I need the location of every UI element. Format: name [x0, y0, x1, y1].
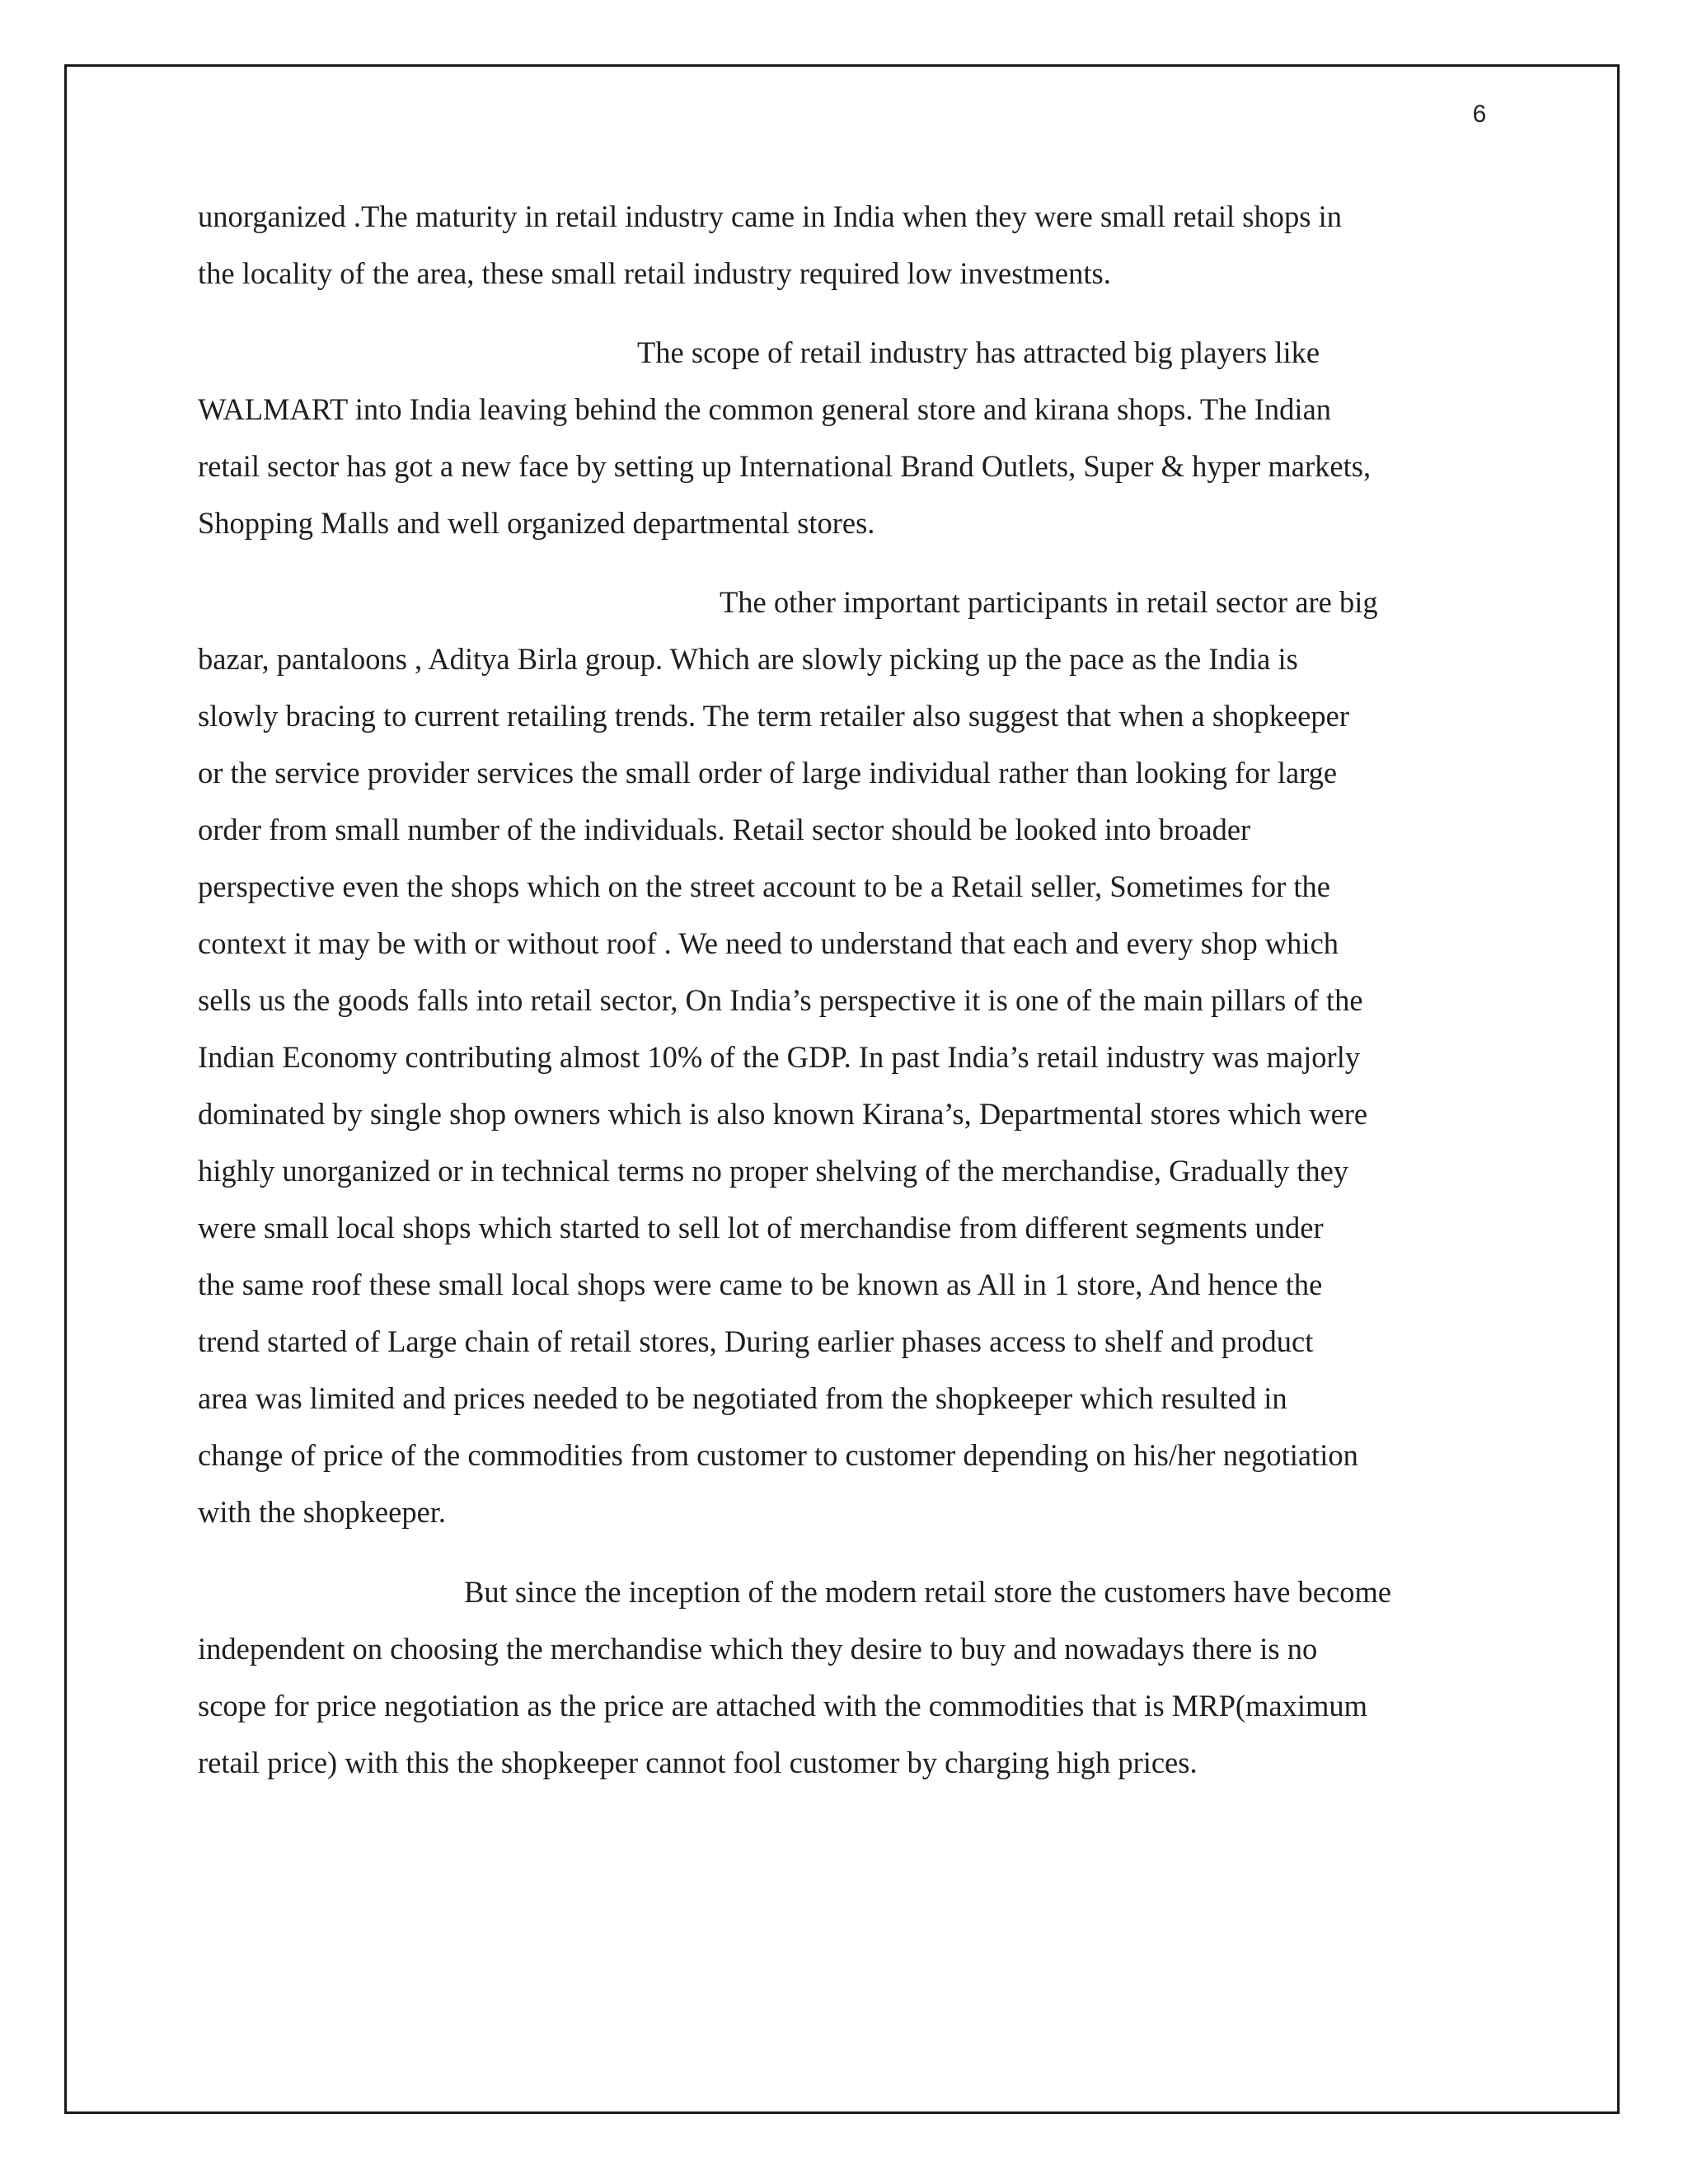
text-line: retail price) with this the shopkeeper cannot fool customer by charging high prices.: [198, 1746, 1198, 1779]
text-line: dominated by single shop owners which is also known Kirana’s, Departmental stores which were: [198, 1097, 1368, 1131]
paragraph-4: [198, 1563, 1492, 1791]
text-line: Indian Economy contributing almost 10% of the GDP. In past India’s retail industry was majorly: [198, 1040, 1361, 1074]
text-line: bazar, pantaloons , Aditya Birla group. Which are slowly picking up the pace as the India is: [198, 642, 1298, 676]
text-line: scope for price negotiation as the price are attached with the commodities that is MRP(maximum: [198, 1689, 1368, 1722]
text-line: or the service provider services the small order of large individual rather than looking for large: [198, 756, 1338, 790]
page-number: 6: [1472, 101, 1487, 128]
text-line: retail sector has got a new face by setting up International Brand Outlets, Super & hyper markets,: [198, 449, 1372, 483]
text-line: independent on choosing the merchandise which they desire to buy and nowadays there is no: [198, 1632, 1318, 1666]
body-text: [198, 188, 1492, 1791]
text-line: the same roof these small local shops were came to be known as All in 1 store, And hence the: [198, 1268, 1323, 1301]
text-line: were small local shops which started to sell lot of merchandise from different segments under: [198, 1211, 1324, 1244]
paragraph-1: [198, 188, 1492, 302]
text-line: perspective even the shops which on the street account to be a Retail seller, Sometimes for the: [198, 869, 1330, 903]
text-line: The scope of retail industry has attracted big players like: [637, 335, 1320, 369]
text-line: trend started of Large chain of retail stores, During earlier phases access to shelf and product: [198, 1324, 1314, 1358]
text-line: The other important participants in retail sector are big: [720, 585, 1378, 619]
text-line: with the shopkeeper.: [198, 1495, 447, 1529]
text-line: change of price of the commodities from customer to customer depending on his/her negotiation: [198, 1438, 1358, 1472]
text-line: the locality of the area, these small retail industry required low investments.: [198, 256, 1111, 290]
paragraph-3: [198, 574, 1492, 1540]
text-line: context it may be with or without roof . We need to understand that each and every shop which: [198, 926, 1339, 960]
paragraph-2: [198, 324, 1492, 551]
text-line: unorganized .The maturity in retail industry came in India when they were small retail shops in: [198, 199, 1342, 233]
text-line: highly unorganized or in technical terms no proper shelving of the merchandise, Gradually they: [198, 1154, 1349, 1188]
text-line: sells us the goods falls into retail sector, On India’s perspective it is one of the main pillars of the: [198, 983, 1363, 1017]
text-line: area was limited and prices needed to be negotiated from the shopkeeper which resulted in: [198, 1381, 1287, 1415]
text-line: order from small number of the individuals. Retail sector should be looked into broader: [198, 813, 1251, 846]
text-line: But since the inception of the modern retail store the customers have become: [464, 1575, 1392, 1609]
text-line: slowly bracing to current retailing trends. The term retailer also suggest that when a shopkeeper: [198, 699, 1350, 733]
text-line: Shopping Malls and well organized departmental stores.: [198, 506, 875, 540]
text-line: WALMART into India leaving behind the common general store and kirana shops. The Indian: [198, 392, 1332, 426]
